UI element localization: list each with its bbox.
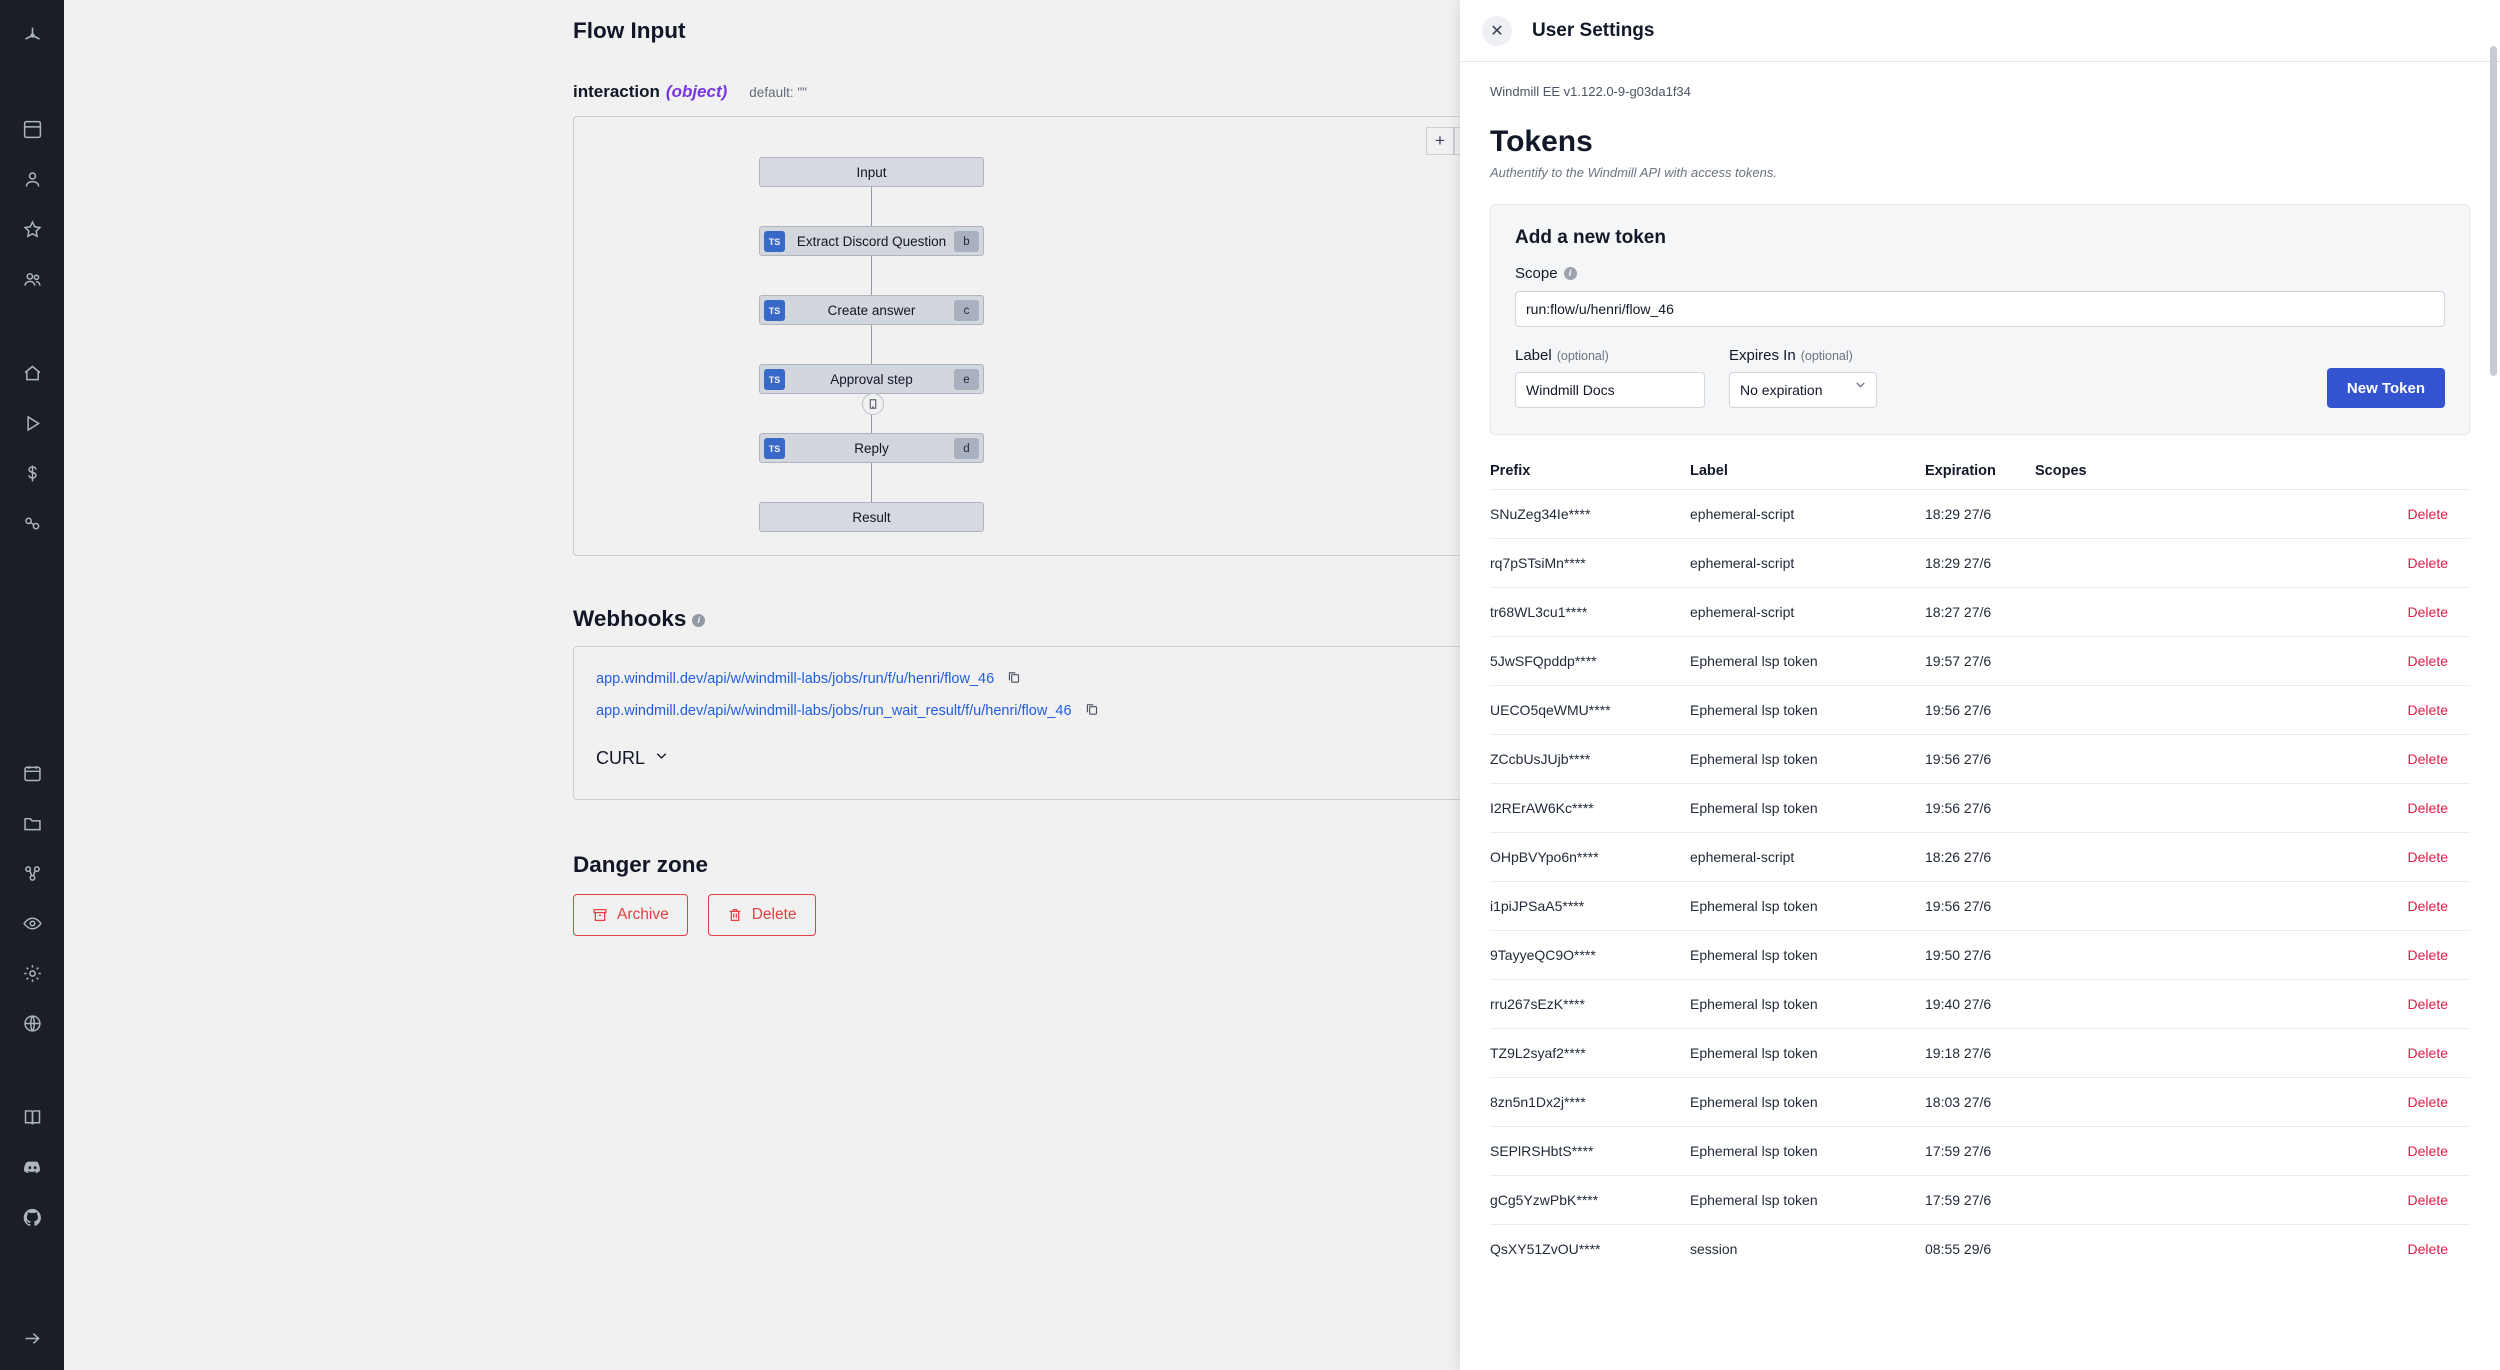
delete-token-link[interactable]: Delete xyxy=(2407,1143,2448,1159)
delete-token-link[interactable]: Delete xyxy=(2407,751,2448,767)
cell-prefix: I2RErAW6Kc**** xyxy=(1490,800,1594,816)
cell-expiration: 18:27 27/6 xyxy=(1925,604,1992,620)
cell-expiration: 19:50 27/6 xyxy=(1925,947,1992,963)
cell-prefix: ZCcbUsJUjb**** xyxy=(1490,751,1591,767)
label-field-group xyxy=(1515,347,1705,408)
cell-label: Ephemeral lsp token xyxy=(1690,1094,1818,1110)
cell-expiration: 19:56 27/6 xyxy=(1925,898,1992,914)
table-row xyxy=(1490,1126,2470,1175)
tokens-heading: Tokens xyxy=(1490,125,1593,158)
cell-label: Ephemeral lsp token xyxy=(1690,1045,1818,1061)
danger-zone-title: Danger zone xyxy=(573,852,709,877)
cell-label: Ephemeral lsp token xyxy=(1690,751,1818,767)
cell-prefix: OHpBVYpo6n**** xyxy=(1490,849,1599,865)
cell-label: Ephemeral lsp token xyxy=(1690,996,1818,1012)
table-row xyxy=(1490,587,2470,636)
archive-button-label: Archive xyxy=(617,906,669,923)
delete-token-link[interactable]: Delete xyxy=(2407,1045,2448,1061)
cell-expiration: 19:56 27/6 xyxy=(1925,751,1992,767)
cell-prefix: QsXY51ZvOU**** xyxy=(1490,1241,1601,1257)
cell-prefix: TZ9L2syaf2**** xyxy=(1490,1045,1586,1061)
scope-label xyxy=(1515,265,2445,282)
cell-label: ephemeral-script xyxy=(1690,555,1795,571)
cell-expiration: 18:03 27/6 xyxy=(1925,1094,1992,1110)
graph-node-label: Create answer xyxy=(827,302,916,318)
cell-prefix: gCg5YzwPbK**** xyxy=(1490,1192,1599,1208)
delete-token-link[interactable]: Delete xyxy=(2407,849,2448,865)
table-row xyxy=(1490,1175,2470,1224)
graph-node-label: Reply xyxy=(854,440,889,456)
delete-token-link[interactable]: Delete xyxy=(2407,1241,2448,1257)
expires-field-group xyxy=(1729,347,1877,408)
cell-prefix: rq7pSTsiMn**** xyxy=(1490,555,1586,571)
expires-field-label xyxy=(1729,347,1877,364)
table-row xyxy=(1490,538,2470,587)
graph-node-letter: c xyxy=(954,300,979,321)
delete-token-link[interactable]: Delete xyxy=(2407,800,2448,816)
cell-expiration: 18:26 27/6 xyxy=(1925,849,1992,865)
cell-expiration: 17:59 27/6 xyxy=(1925,1192,1992,1208)
cell-expiration: 08:55 29/6 xyxy=(1925,1241,1992,1257)
new-token-button[interactable]: New Token xyxy=(2327,368,2445,408)
cell-label: session xyxy=(1690,1241,1738,1257)
typescript-icon: TS xyxy=(764,231,785,252)
add-token-heading: Add a new token xyxy=(1515,227,1666,248)
table-row xyxy=(1490,489,2470,538)
user-settings-panel xyxy=(1460,0,2500,1370)
delete-token-link[interactable]: Delete xyxy=(2407,898,2448,914)
webhooks-title-text: Webhooks xyxy=(573,606,687,631)
tokens-subtitle: Authentify to the Windmill API with access tokens. xyxy=(1490,165,1777,180)
cell-expiration: 19:18 27/6 xyxy=(1925,1045,1992,1061)
cell-expiration: 19:40 27/6 xyxy=(1925,996,1992,1012)
column-header-prefix: Prefix xyxy=(1490,463,1531,479)
cell-label: ephemeral-script xyxy=(1690,506,1795,522)
graph-node-label: Result xyxy=(852,509,891,525)
table-row xyxy=(1490,636,2470,685)
panel-scrollbar[interactable] xyxy=(2490,46,2497,376)
delete-token-link[interactable]: Delete xyxy=(2407,947,2448,963)
delete-token-link[interactable]: Delete xyxy=(2407,604,2448,620)
delete-token-link[interactable]: Delete xyxy=(2407,1094,2448,1110)
cell-label: Ephemeral lsp token xyxy=(1690,947,1818,963)
add-token-card xyxy=(1490,204,2470,435)
column-header-label: Label xyxy=(1690,463,1728,479)
curl-label: CURL xyxy=(596,747,646,768)
label-input[interactable] xyxy=(1515,372,1705,408)
cell-label: ephemeral-script xyxy=(1690,849,1795,865)
zoom-in-button[interactable]: + xyxy=(1426,127,1454,155)
cell-prefix: SEPlRSHbtS**** xyxy=(1490,1143,1594,1159)
table-row xyxy=(1490,979,2470,1028)
cell-prefix: tr68WL3cu1**** xyxy=(1490,604,1588,620)
delete-token-link[interactable]: Delete xyxy=(2407,653,2448,669)
label-field-optional: (optional) xyxy=(1556,349,1609,363)
table-row xyxy=(1490,1077,2470,1126)
delete-token-link[interactable]: Delete xyxy=(2407,702,2448,718)
table-row xyxy=(1490,734,2470,783)
column-header-expiration: Expiration xyxy=(1925,463,1996,479)
cell-prefix: UECO5qeWMU**** xyxy=(1490,702,1611,718)
cell-expiration: 18:29 27/6 xyxy=(1925,506,1992,522)
cell-prefix: 9TayyeQC9O**** xyxy=(1490,947,1596,963)
scope-input[interactable] xyxy=(1515,291,2445,327)
cell-label: Ephemeral lsp token xyxy=(1690,653,1818,669)
typescript-icon: TS xyxy=(764,438,785,459)
graph-node-letter: d xyxy=(954,438,979,459)
cell-label: ephemeral-script xyxy=(1690,604,1795,620)
graph-node-label: Extract Discord Question xyxy=(796,233,947,249)
table-row xyxy=(1490,1028,2470,1077)
delete-token-link[interactable]: Delete xyxy=(2407,996,2448,1012)
cell-expiration: 19:56 27/6 xyxy=(1925,800,1992,816)
table-header xyxy=(1490,463,2470,489)
cell-label: Ephemeral lsp token xyxy=(1690,1192,1818,1208)
delete-token-link[interactable]: Delete xyxy=(2407,1192,2448,1208)
graph-node-label: Input xyxy=(856,164,887,180)
typescript-icon: TS xyxy=(764,300,785,321)
cell-label: Ephemeral lsp token xyxy=(1690,702,1818,718)
cell-expiration: 18:29 27/6 xyxy=(1925,555,1992,571)
label-field-label-text: Label xyxy=(1515,347,1552,364)
flow-input-default: default: "" xyxy=(749,85,807,100)
cell-label: Ephemeral lsp token xyxy=(1690,1143,1818,1159)
cell-label: Ephemeral lsp token xyxy=(1690,800,1818,816)
graph-node-letter: b xyxy=(954,231,979,252)
table-body xyxy=(1490,489,2470,1273)
cell-prefix: SNuZeg34Ie**** xyxy=(1490,506,1591,522)
cell-prefix: 8zn5n1Dx2j**** xyxy=(1490,1094,1586,1110)
webhook-link-run-wait-result[interactable]: app.windmill.dev/api/w/windmill-labs/jobs/run_wait_result/f/u/henri/flow_46 xyxy=(596,703,1072,719)
delete-token-link[interactable]: Delete xyxy=(2407,555,2448,571)
cell-expiration: 17:59 27/6 xyxy=(1925,1143,1992,1159)
expires-select[interactable] xyxy=(1729,372,1877,408)
expires-field-optional: (optional) xyxy=(1800,349,1853,363)
expires-field-label-text: Expires In xyxy=(1729,347,1796,364)
flow-input-arg-name: interaction xyxy=(573,82,660,101)
graph-node-letter: e xyxy=(954,369,979,390)
table-row xyxy=(1490,1224,2470,1273)
panel-title: User Settings xyxy=(1532,19,1655,41)
page-title: Flow Input xyxy=(573,18,686,43)
table-row xyxy=(1490,783,2470,832)
table-row xyxy=(1490,832,2470,881)
column-header-scopes: Scopes xyxy=(2035,463,2087,479)
panel-header xyxy=(1460,0,2500,62)
delete-token-link[interactable]: Delete xyxy=(2407,506,2448,522)
table-row xyxy=(1490,685,2470,734)
cell-prefix: i1piJPSaA5**** xyxy=(1490,898,1585,914)
token-options-row xyxy=(1515,347,2445,408)
flow-input-arg-type: (object) xyxy=(665,82,728,101)
label-field-label xyxy=(1515,347,1705,364)
scope-label-text: Scope xyxy=(1515,265,1558,282)
table-row xyxy=(1490,930,2470,979)
tokens-table xyxy=(1490,463,2470,1273)
cell-prefix: rru267sEzK**** xyxy=(1490,996,1585,1012)
cell-prefix: 5JwSFQpddp**** xyxy=(1490,653,1597,669)
close-icon[interactable]: ✕ xyxy=(1482,16,1512,46)
delete-button-label: Delete xyxy=(751,906,797,923)
info-icon: i xyxy=(692,614,705,627)
typescript-icon: TS xyxy=(764,369,785,390)
cell-expiration: 19:56 27/6 xyxy=(1925,702,1992,718)
cell-label: Ephemeral lsp token xyxy=(1690,898,1818,914)
graph-node-label: Approval step xyxy=(830,371,913,387)
version-text: Windmill EE v1.122.0-9-g03da1f34 xyxy=(1490,84,1691,99)
cell-expiration: 19:57 27/6 xyxy=(1925,653,1992,669)
table-row xyxy=(1490,881,2470,930)
webhook-link-run[interactable]: app.windmill.dev/api/w/windmill-labs/jobs/run/f/u/henri/flow_46 xyxy=(596,671,995,687)
info-icon: i xyxy=(1564,267,1577,280)
